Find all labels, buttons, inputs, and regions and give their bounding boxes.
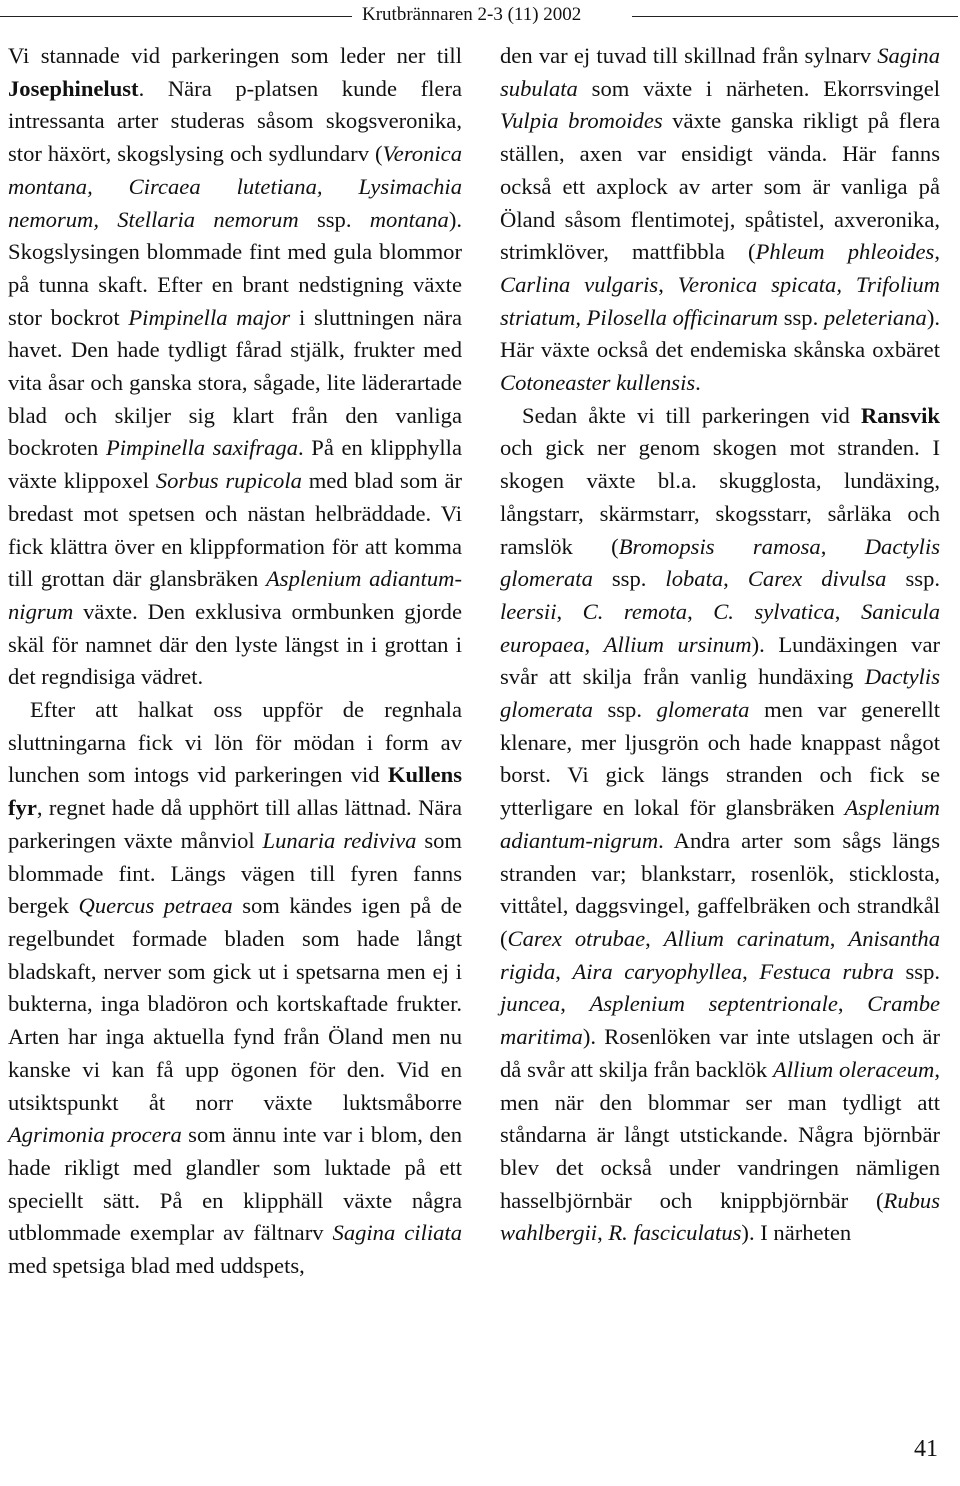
text-run: ). Här växte också det endemiska skånska oxbäret	[500, 304, 941, 363]
species-name: leersii	[500, 598, 557, 624]
text-run: ssp.	[778, 304, 824, 330]
paragraph	[8, 40, 462, 694]
header-rule-left	[0, 16, 352, 17]
header-rule-right	[632, 16, 958, 17]
species-name: Aira caryophyllea	[572, 958, 743, 984]
species-name: Carlina vulgaris	[500, 271, 659, 297]
species-name: glomerata	[656, 697, 750, 723]
paragraph	[8, 694, 462, 1283]
text-run: ,	[742, 958, 760, 984]
species-name: Rubus wahlbergii	[500, 1187, 940, 1246]
species-name: Dactylis glomerata	[500, 533, 941, 592]
text-run: ,	[645, 925, 664, 951]
species-name: juncea	[500, 991, 561, 1017]
text-run: . Andra arter som sågs längs stranden var; blankstarr, rosenlök, sticklosta, vittåtel, daggsvingel, gaffelbräken och strandkål (	[500, 827, 940, 951]
species-name: Asplenium adiantum-nigrum	[500, 795, 940, 853]
text-run: ssp.	[592, 697, 657, 723]
running-header	[0, 0, 960, 34]
text-run: ,	[658, 271, 678, 297]
text-run: ,	[597, 1220, 609, 1246]
text-run: ,	[723, 566, 748, 592]
text-run: . På en klipphylla växte klippoxel	[8, 435, 462, 494]
species-name: Lunaria rediviva	[262, 827, 417, 853]
text-run: ,	[560, 991, 590, 1017]
text-run: , men när den blommar ser man tydligt att ståndarna är långt utstickande. Några björnbär blev det också under vandringen nämligen hasselbjörnbär och knippbjörnbär (	[500, 1056, 940, 1213]
species-name: C. sylvatica	[713, 598, 835, 624]
species-name: Dactylis glomerata	[500, 664, 940, 723]
text-run: ,	[837, 991, 868, 1017]
text-run: ,	[834, 598, 861, 624]
text-run: med blad som är bredast mot spetsen och nästan helbräddade. Vi fick klättra över en klippformation för att komma till grottan där glansbräken	[8, 468, 463, 592]
text-run: ssp.	[893, 958, 941, 984]
species-name: Crambe maritima	[500, 991, 941, 1050]
page-number: 41	[914, 1436, 938, 1462]
species-name: Carex divulsa	[747, 566, 887, 592]
text-run: den var ej tuvad till skillnad från sylnarv	[500, 43, 878, 68]
paragraph	[500, 40, 940, 400]
text-run: ,	[584, 631, 604, 657]
species-name: Agrimonia procera	[8, 1122, 182, 1148]
species-name: Asplenium septentrionale	[589, 991, 838, 1017]
species-name: Veronica montana, Circaea lutetiana, Lysimachia nemorum, Stellaria nemorum	[8, 141, 462, 232]
paragraph	[500, 400, 940, 1250]
species-name: Quercus petraea	[78, 893, 233, 919]
text-run: som kändes igen på de regelbundet formade bladen som hade långt bladskaft, nerver som gick ut i spetsarna men ej i bukterna, inga bladöron och kortskaftade frukter. Arten har inga aktuella fynd från Öland men nu kanske vi kan få upp ögonen för den. Vid en utsiktspunkt åt norr växte luktsmåborre	[8, 893, 462, 1115]
text-run: Efter att halkat oss uppför de regnhala sluttningarna fick vi lön för mödan i form av lunchen som intogs vid parkeringen vid	[8, 697, 462, 788]
text-run: ssp.	[886, 566, 941, 592]
text-run: .	[695, 370, 701, 396]
text-run: ,	[555, 958, 573, 984]
text-run: ,	[556, 598, 583, 624]
species-name: Sagina ciliata	[332, 1220, 462, 1246]
text-run: ). I närheten	[741, 1220, 852, 1246]
text-run: i sluttningen nära havet. Den hade tydligt fårad stjälk, frukter med vita åsar och ganska stora, sågade, lite läderartade blad och skiljer sig klart från den vanliga bockroten	[8, 304, 462, 461]
species-name: Festuca rubra	[759, 958, 894, 984]
place-name: Josephinelust	[8, 75, 139, 101]
species-name: Sagina subulata	[500, 43, 940, 101]
text-run: , regnet hade då upphört till allas lättnad. Nära parkeringen växte månviol	[8, 795, 462, 853]
right-column	[500, 40, 940, 1250]
text-run: som ännu inte var i blom, den hade rikligt med glandler som luktade på ett speciellt sätt. På en klipphäll växte några utblommade exemplar av fältnarv	[8, 1122, 462, 1246]
text-run: ssp.	[592, 566, 666, 592]
species-name: Sanicula europaea	[500, 598, 941, 657]
text-run: som växte i närheten. Ekorrsvingel	[577, 75, 940, 101]
text-run: ,	[820, 533, 865, 559]
text-run: växte. Den exklusiva ormbunken gjorde skäl för namnet där den lyste längst in i grottan i det regndisiga vädret.	[8, 598, 462, 690]
text-run: växte ganska rikligt på flera ställen, axen var ensidigt vända. Här fanns också ett axplock av arter som är vanliga på Öland såsom flentimotej, spåtistel, axveronika, strimklöver, mattfibbla (	[500, 108, 940, 265]
species-name: Bromopsis ramosa	[618, 533, 821, 559]
species-name: Sorbus rupicola	[155, 468, 302, 494]
species-name: montana	[369, 206, 449, 232]
species-name: Allium oleraceum	[772, 1056, 935, 1082]
left-column	[8, 40, 462, 1283]
text-run: men var generellt klenare, mer ljusgrön och hade knappast något borst. Vi gick längs stranden och fick se ytterligare en lokal för glansbräken	[500, 697, 941, 821]
text-run: ). Skogslysingen blommade fint med gula blommor på tunna skaft. Efter en brant nedstigning växte stor bockrot	[8, 206, 462, 330]
text-run: . Nära p-platsen kunde flera intressanta arter studeras såsom skogsveronika, stor häxört, skogslysing och sydlundarv (	[8, 75, 462, 167]
species-name: C. remota	[582, 598, 688, 624]
text-run: Vi stannade vid parkeringen som leder ner till	[8, 43, 462, 68]
place-name: Ransvik	[860, 402, 940, 428]
text-run: och gick ner genom skogen mot stranden. I skogen växte bl.a. skugglosta, lundäxing, långstarr, skärmstarr, skogsstarr, sårläka och ramslök (	[500, 435, 940, 559]
species-name: Pimpinella major	[128, 304, 291, 330]
text-run: ,	[934, 239, 940, 265]
species-name: Phleum phleoides	[755, 239, 935, 265]
running-title: Krutbrännaren 2-3 (11) 2002	[362, 4, 582, 25]
species-name: Asplenium adiantum-nigrum	[8, 566, 462, 624]
species-name: peleteriana	[823, 304, 927, 330]
text-run: med spetsiga blad med uddspets,	[8, 1253, 305, 1279]
place-name: Kullens fyr	[8, 762, 462, 821]
species-name: lobata	[665, 566, 724, 592]
text-run: ). Lundäxingen var svår att skilja från vanlig hundäxing	[500, 631, 941, 690]
text-run: ,	[829, 925, 849, 951]
species-name: Allium ursinum	[603, 631, 752, 657]
text-run: ssp.	[298, 206, 370, 232]
species-name: R. fasciculatus	[608, 1220, 742, 1246]
species-name: Allium carinatum	[663, 925, 830, 951]
text-run: ). Rosenlöken var inte utslagen och är då svår att skilja från backlök	[500, 1024, 940, 1082]
species-name: Veronica spicata, Trifolium striatum, Pilosella officinarum	[500, 271, 940, 330]
species-name: Pimpinella saxifraga	[105, 435, 299, 461]
text-run: ,	[687, 598, 714, 624]
species-name: Anisantha rigida	[500, 925, 941, 984]
species-name: Carex otrubae	[507, 925, 646, 951]
text-run: som blommade fint. Längs vägen till fyren fanns bergek	[8, 827, 462, 919]
species-name: Vulpia bromoides	[500, 108, 663, 134]
text-run: Sedan åkte vi till parkeringen vid	[522, 402, 861, 428]
species-name: Cotoneaster kullensis	[500, 370, 696, 396]
